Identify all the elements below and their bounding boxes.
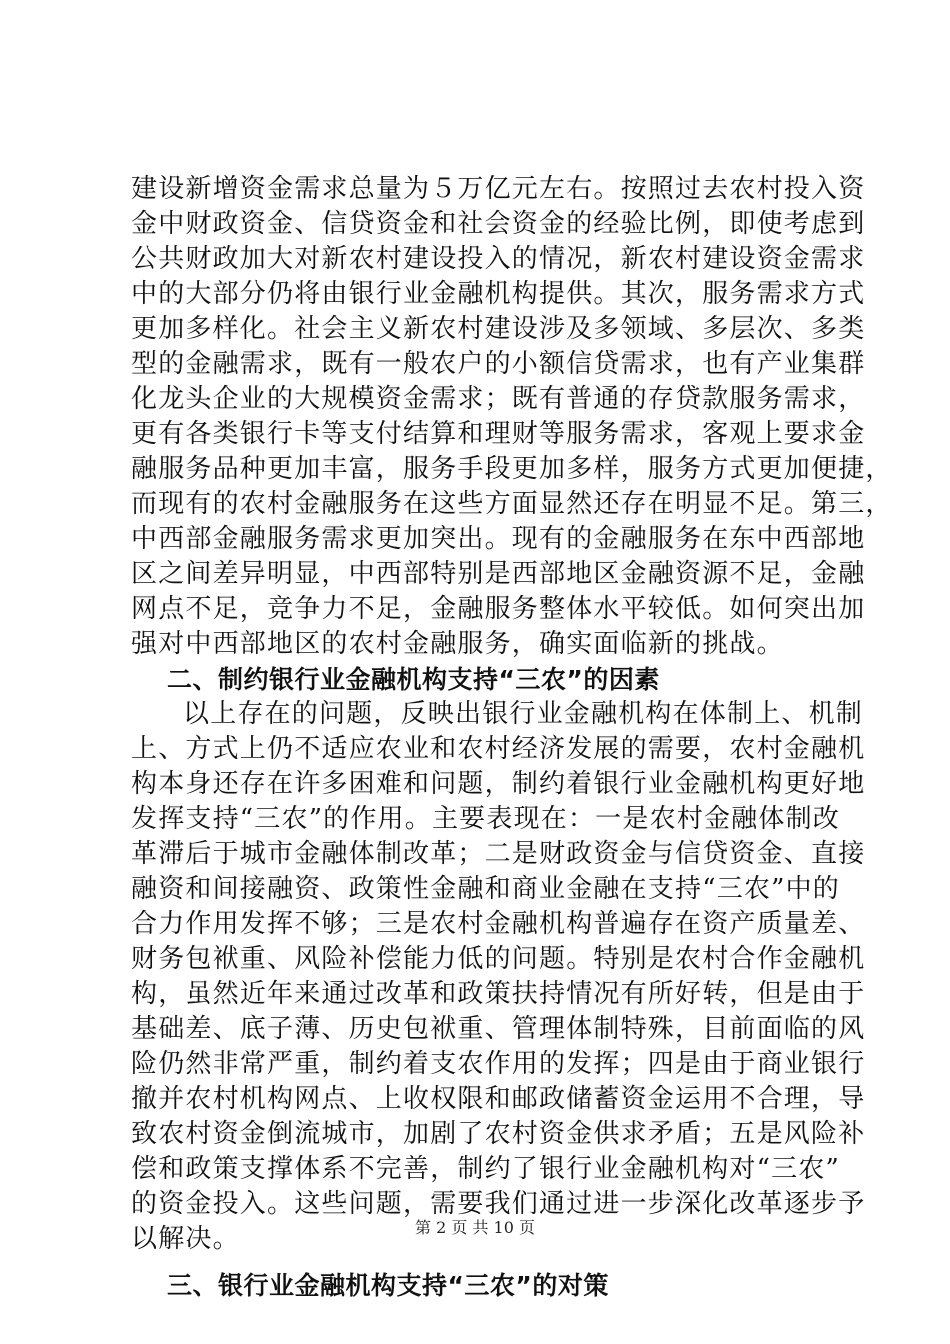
paragraph-line: 融服务品种更加丰富，服务手段更加多样，服务方式更加便捷， bbox=[131, 454, 893, 484]
paragraph-line: 构本身还存在许多困难和问题，制约着银行业金融机构更好地 bbox=[131, 769, 866, 799]
paragraph-line: 合力作用发挥不够；三是农村金融机构普遍存在资产质量差、 bbox=[131, 909, 866, 939]
page-footer: 第 2 页 共 10 页 bbox=[415, 1218, 535, 1237]
paragraph-line: 以解决。 bbox=[131, 1224, 240, 1254]
paragraph-line: 革滞后于城市金融体制改革；二是财政资金与信贷资金、直接 bbox=[131, 839, 866, 869]
paragraph-line: 偿和政策支撑体系不完善，制约了银行业金融机构对“三农” bbox=[131, 1154, 840, 1184]
section-heading: 二、制约银行业金融机构支持“三农”的因素 bbox=[167, 665, 660, 694]
document-body bbox=[131, 172, 893, 1303]
paragraph-line: 融资和间接融资、政策性金融和商业金融在支持“三农”中的 bbox=[131, 874, 840, 904]
paragraph-line: 型的金融需求，既有一般农户的小额信贷需求，也有产业集群 bbox=[131, 349, 866, 379]
paragraph-line: 建设新增资金需求总量为５万亿元左右。按照过去农村投入资 bbox=[131, 174, 866, 204]
paragraph-line: 发挥支持“三农”的作用。主要表现在：一是农村金融体制改 bbox=[131, 804, 840, 834]
paragraph-line: 致农村资金倒流城市，加剧了农村资金供求矛盾；五是风险补 bbox=[131, 1119, 866, 1149]
paragraph-line: 化龙头企业的大规模资金需求；既有普通的存贷款服务需求， bbox=[131, 384, 866, 414]
paragraph-line: 的资金投入。这些问题，需要我们通过进一步深化改革逐步予 bbox=[131, 1189, 866, 1219]
paragraph-line: 基础差、底子薄、历史包袱重、管理体制特殊，目前面临的风 bbox=[131, 1014, 866, 1044]
paragraph-line: 中西部金融服务需求更加突出。现有的金融服务在东中西部地 bbox=[131, 524, 866, 554]
paragraph-line: 险仍然非常严重，制约着支农作用的发挥；四是由于商业银行 bbox=[131, 1049, 866, 1079]
paragraph-line: 上、方式上仍不适应农业和农村经济发展的需要，农村金融机 bbox=[131, 734, 866, 764]
paragraph-line: 公共财政加大对新农村建设投入的情况，新农村建设资金需求 bbox=[131, 244, 866, 274]
paragraph-line: 区之间差异明显，中西部特别是西部地区金融资源不足，金融 bbox=[131, 559, 866, 589]
paragraph-line: 而现有的农村金融服务在这些方面显然还存在明显不足。第三， bbox=[131, 489, 893, 519]
paragraph-line: 金中财政资金、信贷资金和社会资金的经验比例，即使考虑到 bbox=[131, 209, 866, 239]
paragraph-line: 更有各类银行卡等支付结算和理财等服务需求，客观上要求金 bbox=[131, 419, 866, 449]
paragraph-line: 财务包袱重、风险补偿能力低的问题。特别是农村合作金融机 bbox=[131, 944, 866, 974]
paragraph-line: 网点不足，竞争力不足，金融服务整体水平较低。如何突出加 bbox=[131, 594, 866, 624]
paragraph-line: 强对中西部地区的农村金融服务，确实面临新的挑战。 bbox=[131, 629, 784, 659]
paragraph-line: 更加多样化。社会主义新农村建设涉及多领域、多层次、多类 bbox=[131, 314, 866, 344]
section-heading: 三、银行业金融机构支持“三农”的对策 bbox=[167, 1271, 609, 1300]
paragraph-first-line: 以上存在的问题，反映出银行业金融机构在体制上、机制 bbox=[183, 699, 864, 729]
paragraph-line: 撤并农村机构网点、上收权限和邮政储蓄资金运用不合理，导 bbox=[131, 1084, 866, 1114]
paragraph-line: 中的大部分仍将由银行业金融机构提供。其次，服务需求方式 bbox=[131, 279, 866, 309]
section-spacer bbox=[131, 1257, 831, 1268]
paragraph-line: 构，虽然近年来通过改革和政策扶持情况有所好转，但是由于 bbox=[131, 979, 866, 1009]
